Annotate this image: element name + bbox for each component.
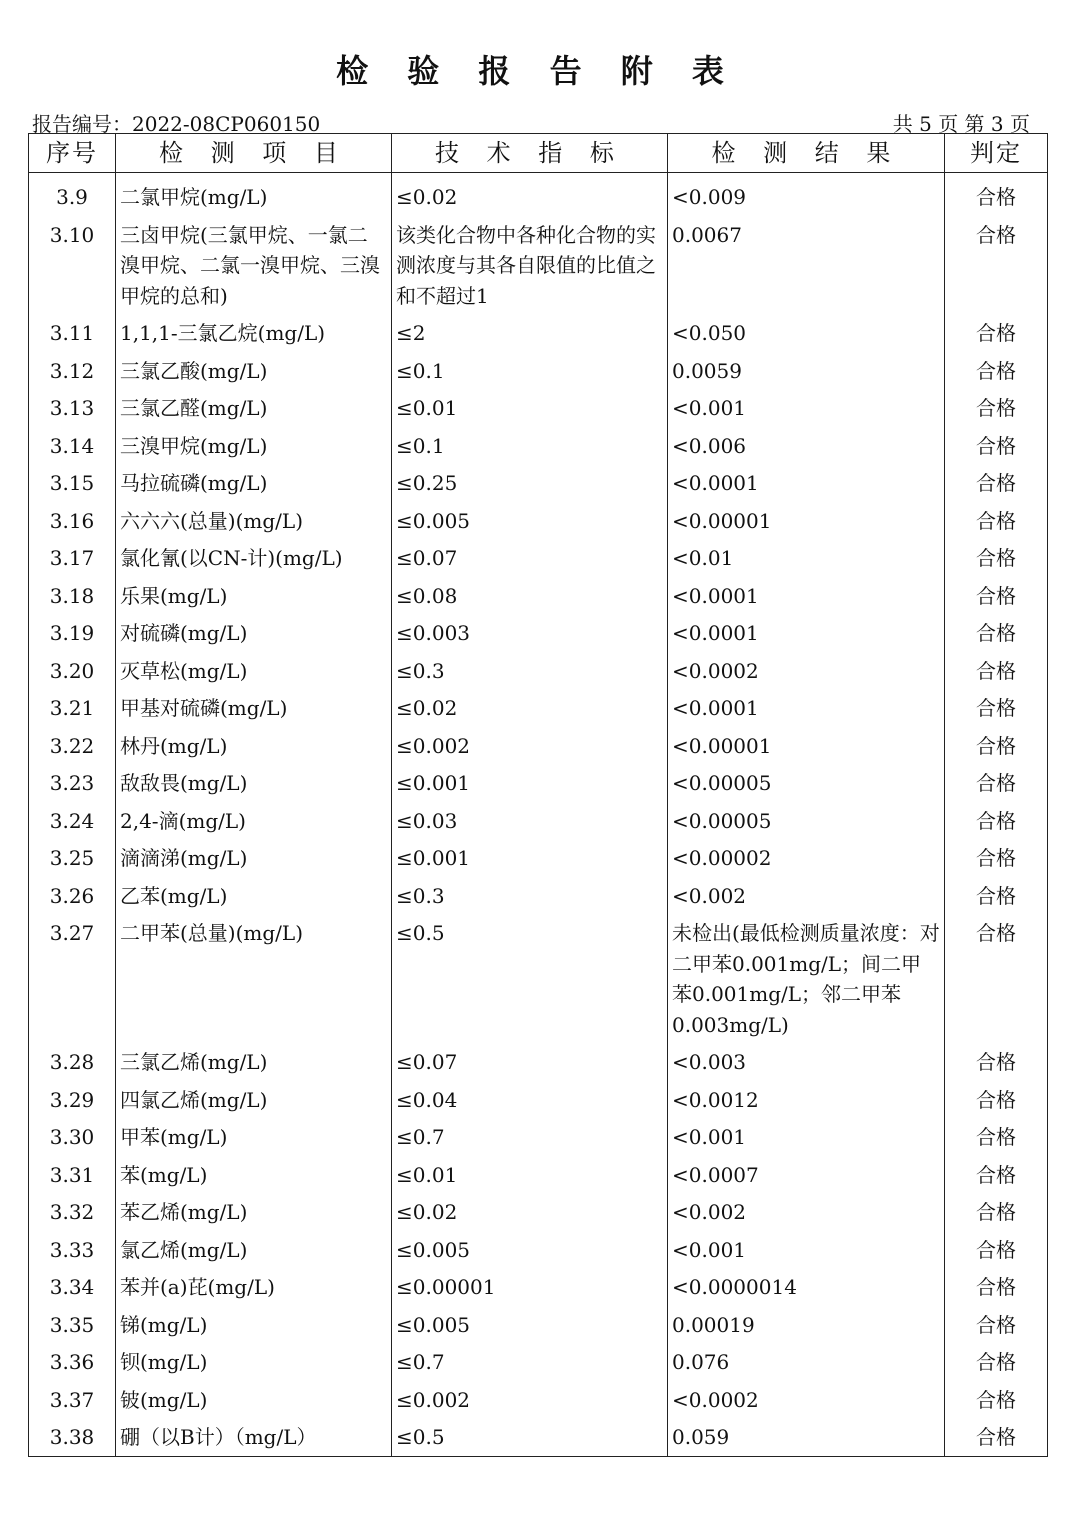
row-specification: ≤0.08 [392, 577, 668, 615]
row-verdict: 合格 [945, 1268, 1048, 1306]
row-verdict: 合格 [945, 1381, 1048, 1419]
row-specification: ≤0.003 [392, 614, 668, 652]
row-verdict: 合格 [945, 1343, 1048, 1381]
row-test-item: 甲苯(mg/L) [116, 1118, 392, 1156]
row-serial: 3.30 [29, 1118, 116, 1156]
row-test-result: <0.001 [668, 389, 945, 427]
row-specification: ≤0.02 [392, 689, 668, 727]
table-row [29, 689, 1048, 727]
row-specification: ≤0.001 [392, 764, 668, 802]
row-serial: 3.15 [29, 464, 116, 502]
row-test-item: 敌敌畏(mg/L) [116, 764, 392, 802]
row-test-item: 氯乙烯(mg/L) [116, 1231, 392, 1269]
header-result: 检 测 结 果 [668, 134, 945, 173]
row-test-result: 0.0059 [668, 352, 945, 390]
row-test-result: <0.01 [668, 539, 945, 577]
row-verdict: 合格 [945, 502, 1048, 540]
table-row [29, 802, 1048, 840]
table-row [29, 1156, 1048, 1194]
row-serial: 3.27 [29, 914, 116, 1043]
row-verdict: 合格 [945, 652, 1048, 690]
row-test-result: <0.0007 [668, 1156, 945, 1194]
row-test-item: 铍(mg/L) [116, 1381, 392, 1419]
row-test-item: 三溴甲烷(mg/L) [116, 427, 392, 465]
row-specification: ≤0.1 [392, 427, 668, 465]
row-specification: ≤0.5 [392, 914, 668, 1043]
row-verdict: 合格 [945, 914, 1048, 1043]
header-item: 检 测 项 目 [116, 134, 392, 173]
row-test-result: 0.0067 [668, 216, 945, 315]
row-test-result: <0.0001 [668, 689, 945, 727]
row-specification: ≤0.005 [392, 1231, 668, 1269]
row-serial: 3.31 [29, 1156, 116, 1194]
header-verdict: 判定 [945, 134, 1048, 173]
row-serial: 3.18 [29, 577, 116, 615]
row-serial: 3.25 [29, 839, 116, 877]
table-row [29, 839, 1048, 877]
row-test-item: 六六六(总量)(mg/L) [116, 502, 392, 540]
row-serial: 3.32 [29, 1193, 116, 1231]
row-test-item: 马拉硫磷(mg/L) [116, 464, 392, 502]
row-test-item: 三氯乙醛(mg/L) [116, 389, 392, 427]
table-row [29, 464, 1048, 502]
row-test-result: 0.076 [668, 1343, 945, 1381]
row-test-item: 甲基对硫磷(mg/L) [116, 689, 392, 727]
table-row [29, 389, 1048, 427]
row-serial: 3.14 [29, 427, 116, 465]
row-specification: ≤0.002 [392, 727, 668, 765]
row-test-result: <0.0002 [668, 652, 945, 690]
row-specification: ≤0.02 [392, 1193, 668, 1231]
row-specification: ≤0.3 [392, 652, 668, 690]
row-verdict: 合格 [945, 427, 1048, 465]
row-test-result: <0.050 [668, 314, 945, 352]
table-row [29, 178, 1048, 216]
row-specification: ≤0.001 [392, 839, 668, 877]
row-test-item: 三氯乙烯(mg/L) [116, 1043, 392, 1081]
report-number: 报告编号：2022-08CP060150 [32, 112, 321, 136]
row-test-item: 钡(mg/L) [116, 1343, 392, 1381]
row-test-result: <0.0002 [668, 1381, 945, 1419]
row-verdict: 合格 [945, 877, 1048, 915]
row-test-result: <0.002 [668, 1193, 945, 1231]
table-row [29, 314, 1048, 352]
row-verdict: 合格 [945, 314, 1048, 352]
row-specification: ≤0.01 [392, 389, 668, 427]
row-test-item: 三卤甲烷(三氯甲烷、一氯二溴甲烷、二氯一溴甲烷、三溴甲烷的总和) [116, 216, 392, 315]
row-specification: ≤0.04 [392, 1081, 668, 1119]
row-verdict: 合格 [945, 1081, 1048, 1119]
row-specification: ≤0.00001 [392, 1268, 668, 1306]
row-test-result: 0.00019 [668, 1306, 945, 1344]
row-specification: ≤0.5 [392, 1418, 668, 1456]
row-test-item: 氯化氰(以CN-计)(mg/L) [116, 539, 392, 577]
row-test-result: <0.0001 [668, 614, 945, 652]
row-verdict: 合格 [945, 727, 1048, 765]
row-serial: 3.28 [29, 1043, 116, 1081]
table-row [29, 877, 1048, 915]
table-row [29, 1381, 1048, 1419]
row-test-result: <0.00002 [668, 839, 945, 877]
table-row [29, 427, 1048, 465]
row-test-result: <0.003 [668, 1043, 945, 1081]
row-serial: 3.23 [29, 764, 116, 802]
row-verdict: 合格 [945, 764, 1048, 802]
row-test-result: <0.0001 [668, 577, 945, 615]
row-serial: 3.36 [29, 1343, 116, 1381]
row-test-result: <0.009 [668, 178, 945, 216]
row-serial: 3.22 [29, 727, 116, 765]
table-row [29, 1231, 1048, 1269]
row-specification: ≤0.3 [392, 877, 668, 915]
row-test-result: <0.0012 [668, 1081, 945, 1119]
row-test-result: <0.00005 [668, 802, 945, 840]
row-verdict: 合格 [945, 1118, 1048, 1156]
row-serial: 3.38 [29, 1418, 116, 1456]
row-test-item: 林丹(mg/L) [116, 727, 392, 765]
row-test-item: 锑(mg/L) [116, 1306, 392, 1344]
row-specification: ≤2 [392, 314, 668, 352]
row-verdict: 合格 [945, 802, 1048, 840]
row-verdict: 合格 [945, 464, 1048, 502]
row-test-item: 苯乙烯(mg/L) [116, 1193, 392, 1231]
row-test-result: <0.001 [668, 1231, 945, 1269]
table-row [29, 539, 1048, 577]
row-serial: 3.29 [29, 1081, 116, 1119]
table-row [29, 1268, 1048, 1306]
row-specification: ≤0.07 [392, 1043, 668, 1081]
table-row [29, 614, 1048, 652]
row-verdict: 合格 [945, 1043, 1048, 1081]
row-specification: ≤0.7 [392, 1343, 668, 1381]
row-test-item: 1,1,1-三氯乙烷(mg/L) [116, 314, 392, 352]
row-test-item: 对硫磷(mg/L) [116, 614, 392, 652]
row-specification: ≤0.1 [392, 352, 668, 390]
row-serial: 3.17 [29, 539, 116, 577]
row-test-result: <0.002 [668, 877, 945, 915]
row-verdict: 合格 [945, 1156, 1048, 1194]
table-row [29, 216, 1048, 315]
table-row [29, 1193, 1048, 1231]
row-serial: 3.34 [29, 1268, 116, 1306]
row-specification: ≤0.01 [392, 1156, 668, 1194]
row-verdict: 合格 [945, 839, 1048, 877]
table-row [29, 727, 1048, 765]
row-verdict: 合格 [945, 1306, 1048, 1344]
row-specification: ≤0.07 [392, 539, 668, 577]
header-spec: 技 术 指 标 [392, 134, 668, 173]
row-specification: 该类化合物中各种化合物的实测浓度与其各自限值的比值之和不超过1 [392, 216, 668, 315]
row-test-result: <0.001 [668, 1118, 945, 1156]
header-serial: 序号 [29, 134, 116, 173]
table-row [29, 352, 1048, 390]
row-test-result: 未检出(最低检测质量浓度：对二甲苯0.001mg/L；间二甲苯0.001mg/L；邻二甲苯0.003mg/L) [668, 914, 945, 1043]
table-header-row [29, 134, 1048, 173]
row-serial: 3.35 [29, 1306, 116, 1344]
table-row [29, 502, 1048, 540]
table-row [29, 1118, 1048, 1156]
row-verdict: 合格 [945, 1193, 1048, 1231]
row-test-item: 乙苯(mg/L) [116, 877, 392, 915]
row-test-result: <0.00001 [668, 502, 945, 540]
row-specification: ≤0.7 [392, 1118, 668, 1156]
row-serial: 3.12 [29, 352, 116, 390]
row-verdict: 合格 [945, 389, 1048, 427]
row-test-item: 二甲苯(总量)(mg/L) [116, 914, 392, 1043]
table-row [29, 764, 1048, 802]
table-row [29, 577, 1048, 615]
row-test-result: <0.0000014 [668, 1268, 945, 1306]
row-test-item: 苯(mg/L) [116, 1156, 392, 1194]
table-row [29, 1343, 1048, 1381]
row-test-item: 2,4-滴(mg/L) [116, 802, 392, 840]
row-verdict: 合格 [945, 577, 1048, 615]
row-specification: ≤0.002 [392, 1381, 668, 1419]
row-serial: 3.26 [29, 877, 116, 915]
row-verdict: 合格 [945, 178, 1048, 216]
row-serial: 3.9 [29, 178, 116, 216]
row-serial: 3.37 [29, 1381, 116, 1419]
row-verdict: 合格 [945, 352, 1048, 390]
row-test-result: <0.00005 [668, 764, 945, 802]
row-serial: 3.11 [29, 314, 116, 352]
row-test-item: 硼（以B计）（mg/L） [116, 1418, 392, 1456]
table-row [29, 914, 1048, 1043]
row-test-result: <0.00001 [668, 727, 945, 765]
row-test-result: 0.059 [668, 1418, 945, 1456]
row-specification: ≤0.02 [392, 178, 668, 216]
row-verdict: 合格 [945, 216, 1048, 315]
table-row [29, 652, 1048, 690]
row-verdict: 合格 [945, 614, 1048, 652]
row-specification: ≤0.25 [392, 464, 668, 502]
row-specification: ≤0.03 [392, 802, 668, 840]
table-row [29, 1306, 1048, 1344]
row-verdict: 合格 [945, 1231, 1048, 1269]
row-test-item: 二氯甲烷(mg/L) [116, 178, 392, 216]
row-test-item: 滴滴涕(mg/L) [116, 839, 392, 877]
page-indicator: 共 5 页 第 3 页 [892, 112, 1030, 136]
row-specification: ≤0.005 [392, 1306, 668, 1344]
row-test-item: 三氯乙酸(mg/L) [116, 352, 392, 390]
table-row [29, 1043, 1048, 1081]
table-row [29, 1081, 1048, 1119]
row-serial: 3.13 [29, 389, 116, 427]
row-test-item: 苯并(a)芘(mg/L) [116, 1268, 392, 1306]
row-verdict: 合格 [945, 689, 1048, 727]
row-serial: 3.16 [29, 502, 116, 540]
row-serial: 3.21 [29, 689, 116, 727]
row-specification: ≤0.005 [392, 502, 668, 540]
row-test-result: <0.0001 [668, 464, 945, 502]
report-title: 检 验 报 告 附 表 [336, 52, 738, 90]
row-serial: 3.19 [29, 614, 116, 652]
row-test-item: 灭草松(mg/L) [116, 652, 392, 690]
row-test-item: 乐果(mg/L) [116, 577, 392, 615]
row-serial: 3.10 [29, 216, 116, 315]
row-verdict: 合格 [945, 539, 1048, 577]
row-serial: 3.24 [29, 802, 116, 840]
row-test-result: <0.006 [668, 427, 945, 465]
results-table [28, 133, 1048, 1457]
table-row [29, 1418, 1048, 1456]
row-test-item: 四氯乙烯(mg/L) [116, 1081, 392, 1119]
row-serial: 3.20 [29, 652, 116, 690]
row-verdict: 合格 [945, 1418, 1048, 1456]
row-serial: 3.33 [29, 1231, 116, 1269]
